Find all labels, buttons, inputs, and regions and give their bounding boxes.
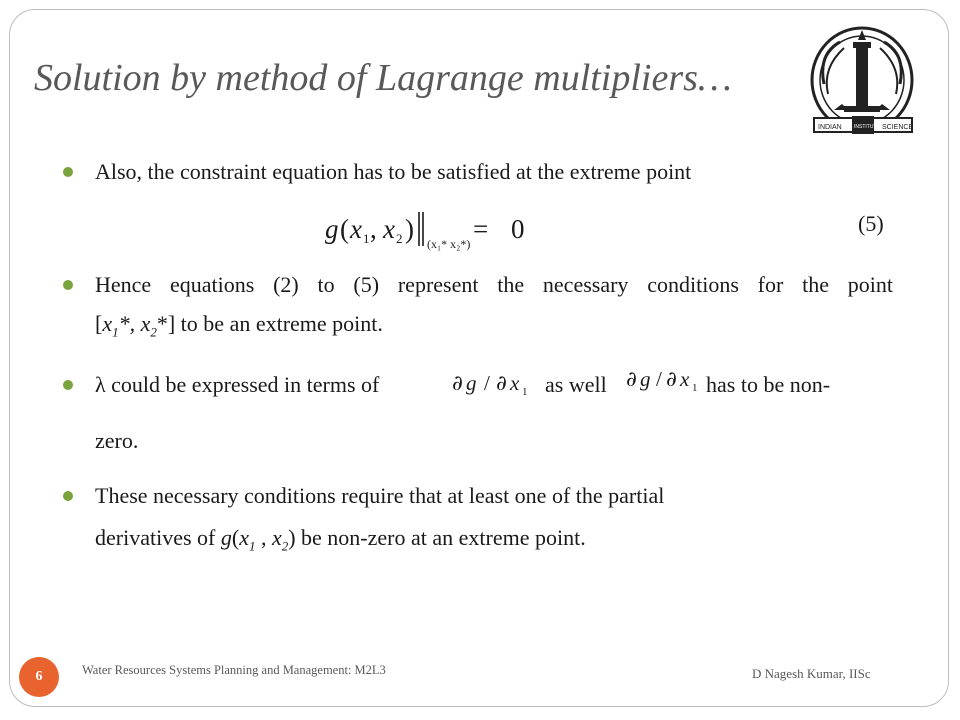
bullet-3-non-zero: has to be non- — [706, 372, 831, 397]
svg-text:x: x — [680, 367, 690, 391]
svg-text:/: / — [484, 371, 490, 395]
svg-text:): ) — [405, 214, 414, 244]
svg-text:0: 0 — [511, 214, 525, 244]
bullet-3-as-well: as well — [545, 372, 607, 397]
svg-text:g: g — [325, 214, 339, 244]
partial-derivative-math-2 — [626, 362, 706, 396]
bullet-3-line-2: zero. — [95, 428, 139, 453]
svg-text:1: 1 — [692, 382, 698, 394]
iisc-logo-icon — [804, 24, 922, 140]
page-number-badge: 6 — [19, 657, 59, 697]
svg-text:SCIENCE: SCIENCE — [882, 124, 914, 131]
bullet-dot — [63, 167, 73, 177]
svg-text:,: , — [370, 214, 377, 244]
bullet-4 — [63, 476, 893, 554]
svg-text:/: / — [656, 367, 662, 391]
constraint-equation — [325, 208, 565, 252]
bullet-dot — [63, 280, 73, 290]
equation-number: (5) — [858, 211, 884, 236]
bullet-dot — [63, 380, 73, 390]
bullet-1 — [63, 152, 893, 191]
slide-title: Solution by method of Lagrange multipliers… — [34, 57, 732, 99]
svg-text:∂: ∂ — [452, 371, 463, 395]
svg-text:1: 1 — [363, 231, 370, 246]
svg-text:x: x — [350, 214, 362, 244]
bullet-2 — [63, 265, 893, 343]
svg-text:∂: ∂ — [626, 367, 637, 391]
bullet-2-line-2: [$x_1*$, $x_2*$] to be an extreme point. — [95, 311, 383, 340]
bullet-1-text: Also, the constraint equation has to be satisfied at the extreme point — [95, 159, 692, 184]
bullet-2-line-1: Hence equations (2) to (5) represent the necessary conditions for the point — [95, 272, 893, 297]
svg-text:(x₁* x₂*): (x₁* x₂*) — [427, 237, 471, 251]
svg-text:INSTITUTE: INSTITUTE — [854, 124, 880, 130]
svg-text:2: 2 — [396, 231, 403, 246]
svg-text:INDIAN: INDIAN — [818, 124, 842, 131]
svg-text:1: 1 — [522, 386, 528, 398]
svg-text:x: x — [510, 371, 520, 395]
svg-text:(: ( — [340, 214, 349, 244]
partial-derivative-math-1 — [452, 366, 542, 400]
svg-text:=: = — [473, 214, 489, 244]
author-footer: D Nagesh Kumar, IISc — [752, 666, 871, 681]
bullet-4-line-1: These necessary conditions require that at least one of the partial — [95, 483, 665, 508]
svg-text:x: x — [383, 214, 395, 244]
svg-text:∂: ∂ — [666, 367, 677, 391]
bullet-dot — [63, 491, 73, 501]
bullet-3-line-1: λ could be expressed in terms of — [95, 372, 380, 397]
svg-text:g: g — [640, 367, 651, 391]
svg-text:g: g — [466, 371, 477, 395]
bullet-4-line-2: derivatives of $g(x_1$ , $x_2$) be non-zero at an extreme point. — [95, 525, 586, 554]
course-footer: Water Resources Systems Planning and Management: M2L3 — [82, 663, 386, 677]
svg-text:∂: ∂ — [496, 371, 507, 395]
